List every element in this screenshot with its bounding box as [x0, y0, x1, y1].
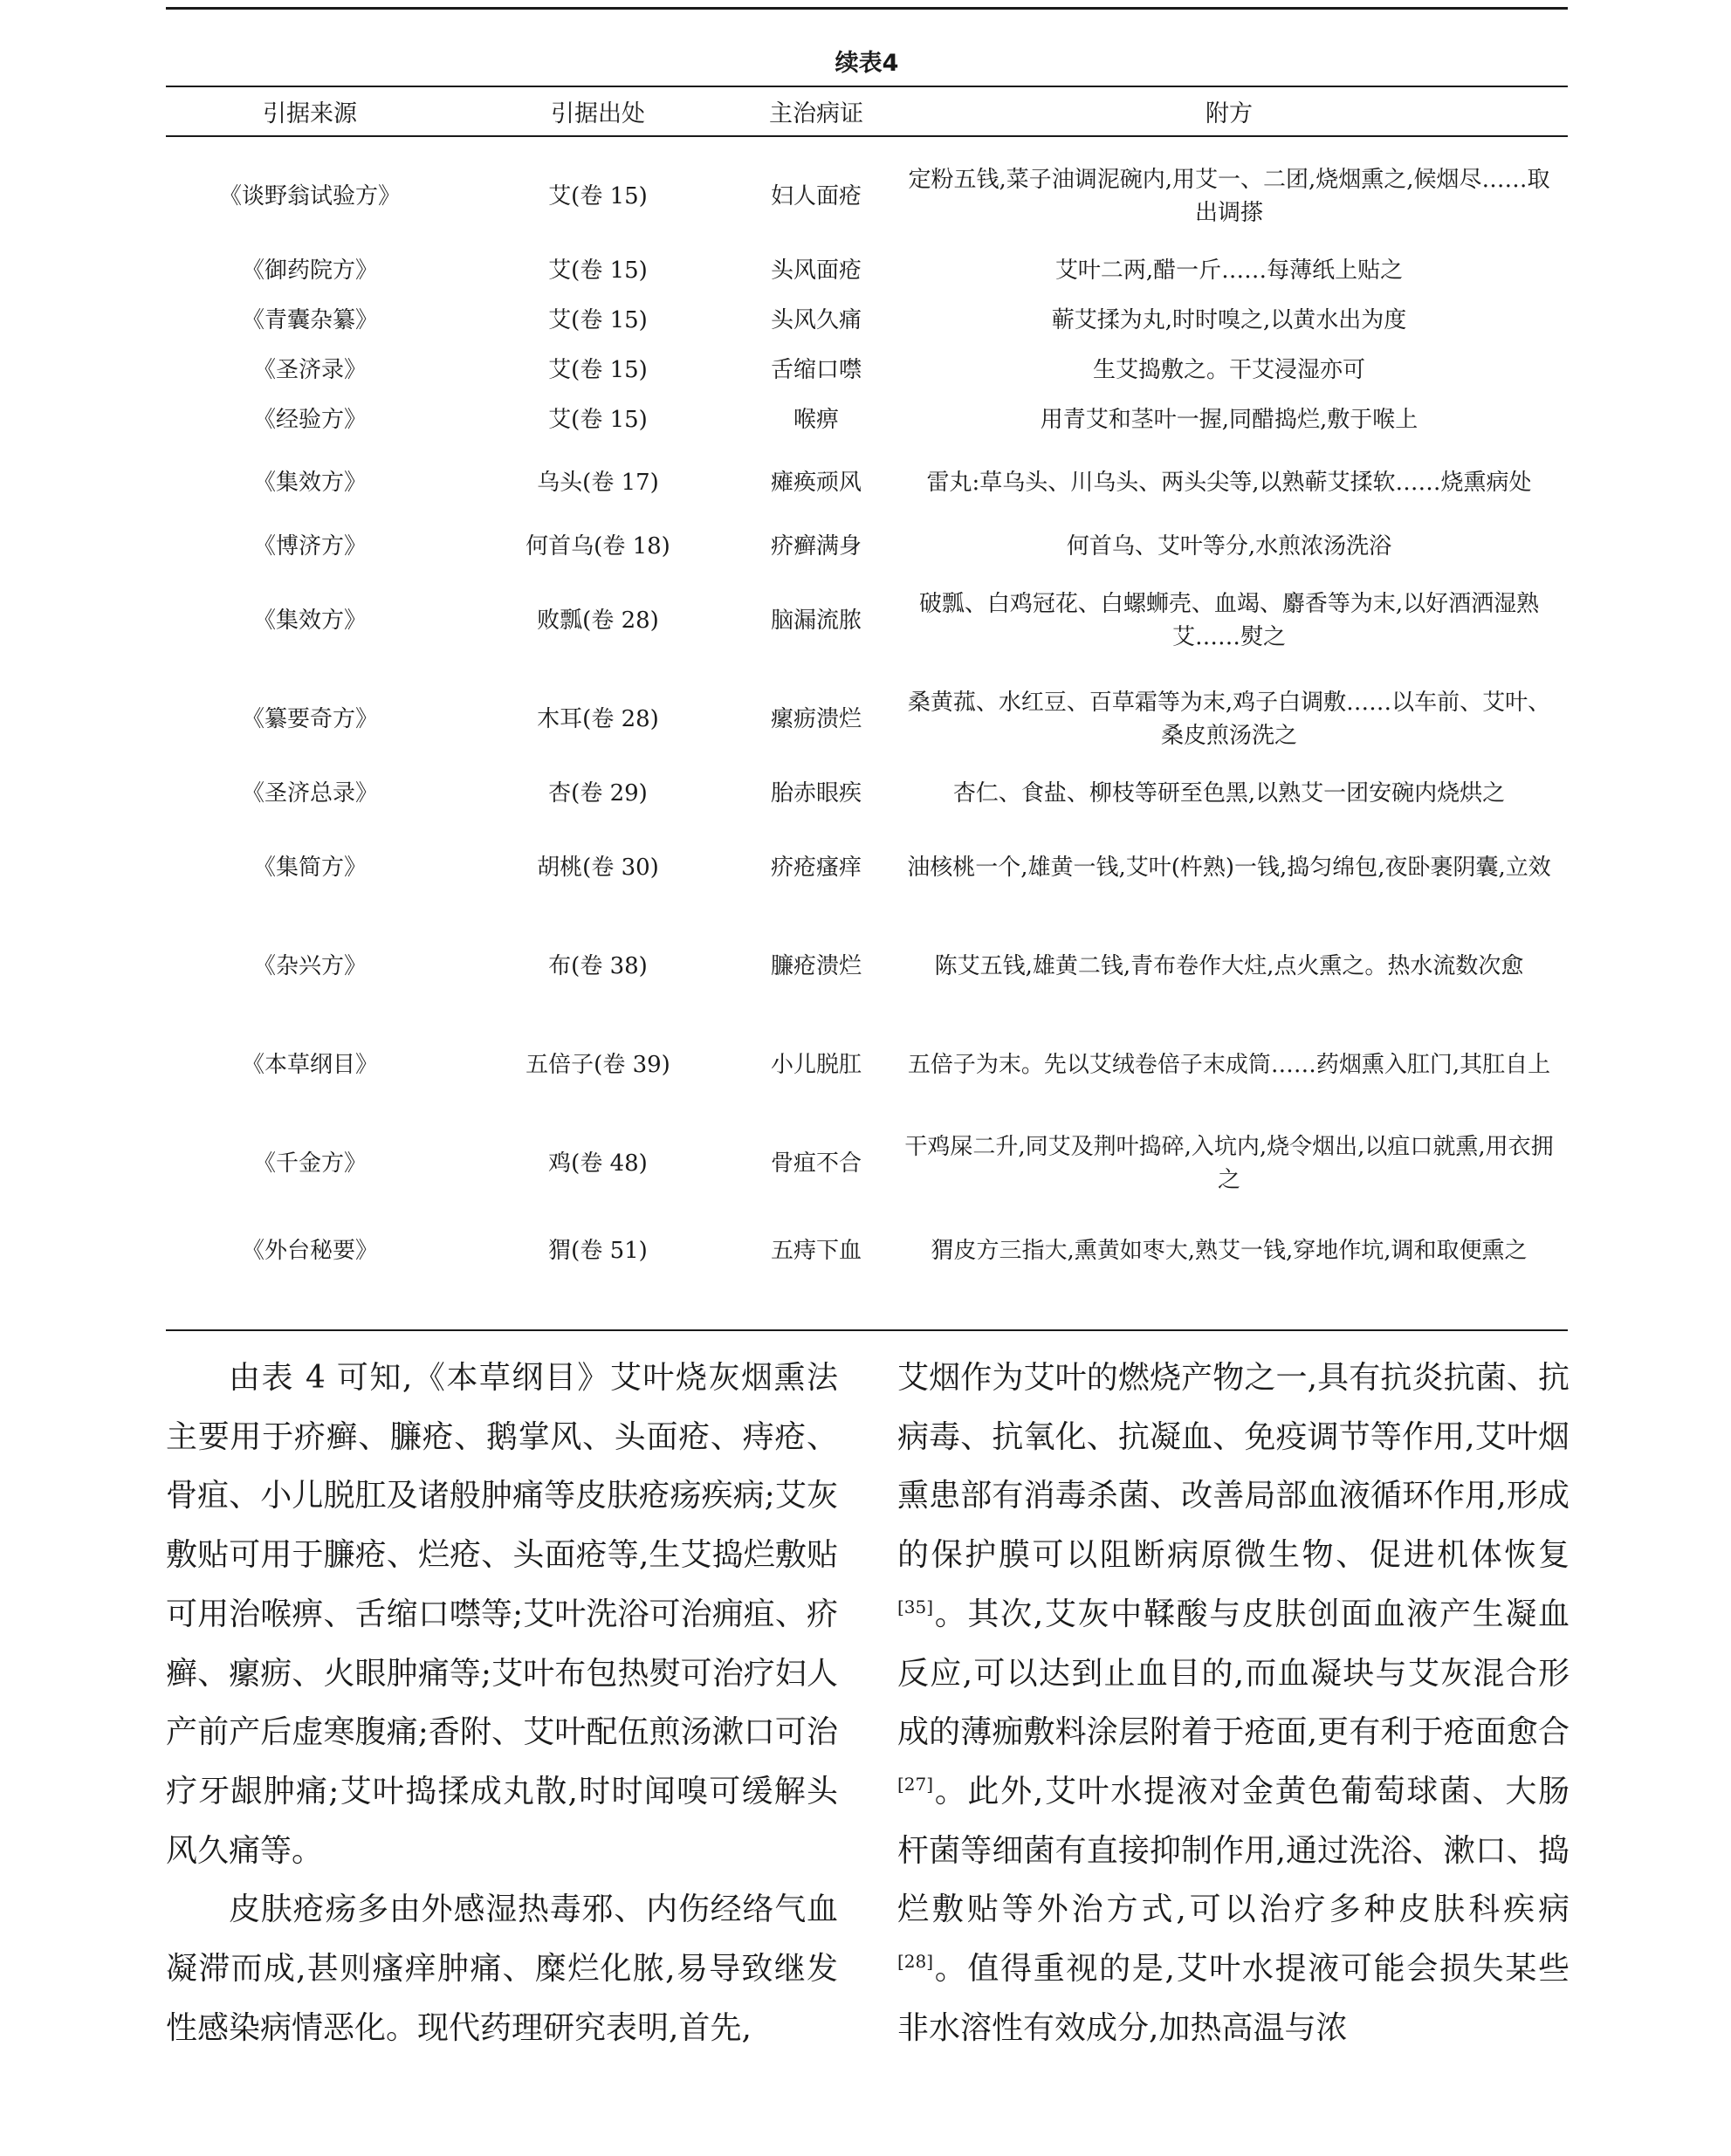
row-origin: 艾(卷 15)	[548, 306, 648, 333]
row-source: 《本草纲目》	[241, 1051, 378, 1078]
table-body	[166, 147, 1568, 1289]
row-prescription: 油核桃一个,雄黄一钱,艾叶(杵熟)一钱,捣匀绵包,夜卧裹阴囊,立效	[907, 854, 1551, 881]
row-origin: 杏(卷 29)	[548, 779, 648, 807]
row-disease: 头风久痛	[770, 306, 862, 333]
table-row	[166, 245, 1568, 295]
row-source: 《青囊杂纂》	[241, 306, 378, 333]
table-row	[166, 768, 1568, 818]
table-row	[166, 818, 1568, 917]
row-origin: 败瓢(卷 28)	[537, 607, 659, 634]
row-origin: 乌头(卷 17)	[537, 470, 659, 496]
row-source: 《圣济录》	[252, 356, 367, 383]
row-origin: 五倍子(卷 39)	[525, 1051, 670, 1078]
header-rule	[166, 135, 1568, 137]
row-origin: 胡桃(卷 30)	[537, 854, 659, 881]
row-prescription: 蕲艾揉为丸,时时嗅之,以黄水出为度	[1051, 306, 1407, 333]
row-source: 《谈野翁试验方》	[218, 182, 401, 209]
table-row	[166, 295, 1568, 345]
header-prescription: 附方	[1206, 100, 1253, 127]
row-prescription: 五倍子为末。先以艾绒卷倍子末成筒……药烟熏入肛门,其肛自上	[907, 1051, 1551, 1078]
paragraph: 皮肤疮疡多由外感湿热毒邪、内伤经络气血凝滞而成,甚则瘙痒肿痛、糜烂化脓,易导致继发性感染病情恶化。现代药理研究表明,首先,	[166, 1892, 838, 2046]
row-disease: 舌缩口噤	[770, 356, 862, 383]
table-row	[166, 521, 1568, 571]
page-top-rule	[166, 7, 1568, 10]
table-row	[166, 917, 1568, 1015]
row-disease: 骨疽不合	[770, 1150, 862, 1177]
row-source: 《集效方》	[252, 607, 367, 634]
table-row	[166, 571, 1568, 669]
row-source: 《博济方》	[252, 532, 367, 560]
row-source: 《纂要奇方》	[241, 705, 378, 732]
table-row	[166, 345, 1568, 395]
row-origin: 猬(卷 51)	[548, 1238, 648, 1264]
paragraph: 艾烟作为艾叶的燃烧产物之一,具有抗炎抗菌、抗病毒、抗氧化、抗凝血、免疫调节等作用,艾叶烟熏患部有消毒杀菌、改善局部血液循环作用,形成的保护膜可以阻断病原微生物、促进机体恢复[35]。其次,艾灰中鞣酸与皮肤创面血液产生凝血反应,可以达到止血目的,而血凝块与艾灰混合形成的薄痂敷料涂层附着于疮面,更有利于疮面愈合[27]。此外,艾叶水提液对金黄色葡萄球菌、大肠杆菌等细菌有直接抑制作用,通过洗浴、漱口、捣烂敷贴等外治方式,可以治疗多种皮肤科疾病[28]。值得重视的是,艾叶水提液可能会损失某些非水溶性有效成分,加热高温与浓	[897, 1360, 1570, 2046]
row-disease: 脑漏流脓	[770, 607, 862, 634]
row-source: 《千金方》	[252, 1150, 367, 1177]
citation: [28]	[897, 1951, 934, 1973]
row-disease: 臁疮溃烂	[770, 952, 862, 979]
row-source: 《御药院方》	[241, 257, 378, 284]
table-row	[166, 1114, 1568, 1212]
row-prescription: 何首乌、艾叶等分,水煎浓汤洗浴	[1066, 532, 1392, 560]
row-prescription: 定粉五钱,菜子油调泥碗内,用艾一、二团,烧烟熏之,候烟尽……取出调搽	[908, 166, 1550, 226]
header-source: 引据来源	[263, 100, 357, 127]
row-disease: 五痔下血	[770, 1238, 862, 1264]
citation: [35]	[897, 1596, 934, 1617]
header-origin: 引据出处	[551, 100, 645, 127]
paragraph: 由表 4 可知,《本草纲目》艾叶烧灰烟熏法主要用于疥癣、臁疮、鹅掌风、头面疮、痔疮、骨疽、小儿脱肛及诸般肿痛等皮肤疮疡疾病;艾灰敷贴可用于臁疮、烂疮、头面疮等,生艾捣烂敷贴可用治喉痹、舌缩口噤等;艾叶洗浴可治痈疽、疥癣、瘰疬、火眼肿痛等;艾叶布包热熨可治疗妇人产前产后虚寒腹痛;香附、艾叶配伍煎汤漱口可治疗牙龈肿痛;艾叶捣揉成丸散,时时闻嗅可缓解头风久痛等。	[166, 1360, 838, 1869]
row-source: 《集简方》	[252, 854, 367, 881]
table-row	[166, 1015, 1568, 1114]
row-prescription: 生艾捣敷之。干艾浸湿亦可	[1092, 356, 1365, 383]
row-prescription: 破瓢、白鸡冠花、白螺蛳壳、血竭、麝香等为末,以好酒洒湿熟艾……熨之	[918, 590, 1540, 650]
row-origin: 木耳(卷 28)	[537, 705, 659, 732]
body-right-column	[897, 1349, 1570, 2057]
citation: [27]	[897, 1773, 934, 1795]
row-origin: 布(卷 38)	[548, 952, 648, 979]
table-row	[166, 444, 1568, 521]
row-disease: 小儿脱肛	[770, 1051, 862, 1078]
row-source: 《杂兴方》	[252, 952, 367, 979]
row-prescription: 桑黄菰、水红豆、百草霜等为末,鸡子白调敷……以车前、艾叶、桑皮煎汤洗之	[907, 689, 1551, 749]
table-bottom-rule	[166, 1329, 1568, 1331]
row-source: 《圣济总录》	[241, 779, 378, 807]
row-prescription: 猬皮方三指大,熏黄如枣大,熟艾一钱,穿地作坑,调和取便熏之	[931, 1238, 1528, 1264]
table-caption: 续表4	[835, 50, 899, 77]
row-origin: 鸡(卷 48)	[548, 1150, 648, 1177]
row-disease: 瘫痪顽风	[770, 470, 862, 496]
row-origin: 艾(卷 15)	[548, 356, 648, 383]
table-header	[166, 87, 1568, 135]
row-disease: 妇人面疮	[770, 182, 862, 209]
row-prescription: 陈艾五钱,雄黄二钱,青布卷作大炷,点火熏之。热水流数次愈	[934, 952, 1524, 979]
row-prescription: 杏仁、食盐、柳枝等研至色黑,以熟艾一团安碗内烧烘之	[952, 779, 1506, 807]
row-source: 《经验方》	[252, 406, 367, 433]
row-origin: 艾(卷 15)	[548, 182, 648, 209]
row-prescription: 干鸡屎二升,同艾及荆叶捣碎,入坑内,烧令烟出,以疽口就熏,用衣拥之	[904, 1133, 1554, 1193]
row-origin: 何首乌(卷 18)	[525, 532, 670, 560]
row-disease: 瘰疬溃烂	[770, 705, 862, 732]
header-disease: 主治病证	[769, 100, 863, 127]
row-prescription: 雷丸:草乌头、川乌头、两头尖等,以熟蕲艾揉软……烧熏病处	[926, 470, 1532, 496]
row-prescription: 艾叶二两,醋一斤……每薄纸上贴之	[1054, 257, 1404, 284]
table-row	[166, 669, 1568, 768]
row-origin: 艾(卷 15)	[548, 406, 648, 433]
table-row	[166, 147, 1568, 245]
row-disease: 疥疮瘙痒	[770, 854, 862, 881]
row-disease: 胎赤眼疾	[770, 779, 862, 807]
row-source: 《集效方》	[252, 470, 367, 496]
table-row	[166, 395, 1568, 444]
row-prescription: 用青艾和茎叶一握,同醋捣烂,敷于喉上	[1040, 406, 1418, 433]
row-disease: 喉痹	[793, 406, 839, 433]
body-left-column	[166, 1349, 838, 2057]
row-source: 《外台秘要》	[241, 1238, 378, 1264]
row-origin: 艾(卷 15)	[548, 257, 648, 284]
table-row	[166, 1212, 1568, 1289]
row-disease: 疥癣满身	[770, 532, 862, 560]
row-disease: 头风面疮	[770, 257, 862, 284]
